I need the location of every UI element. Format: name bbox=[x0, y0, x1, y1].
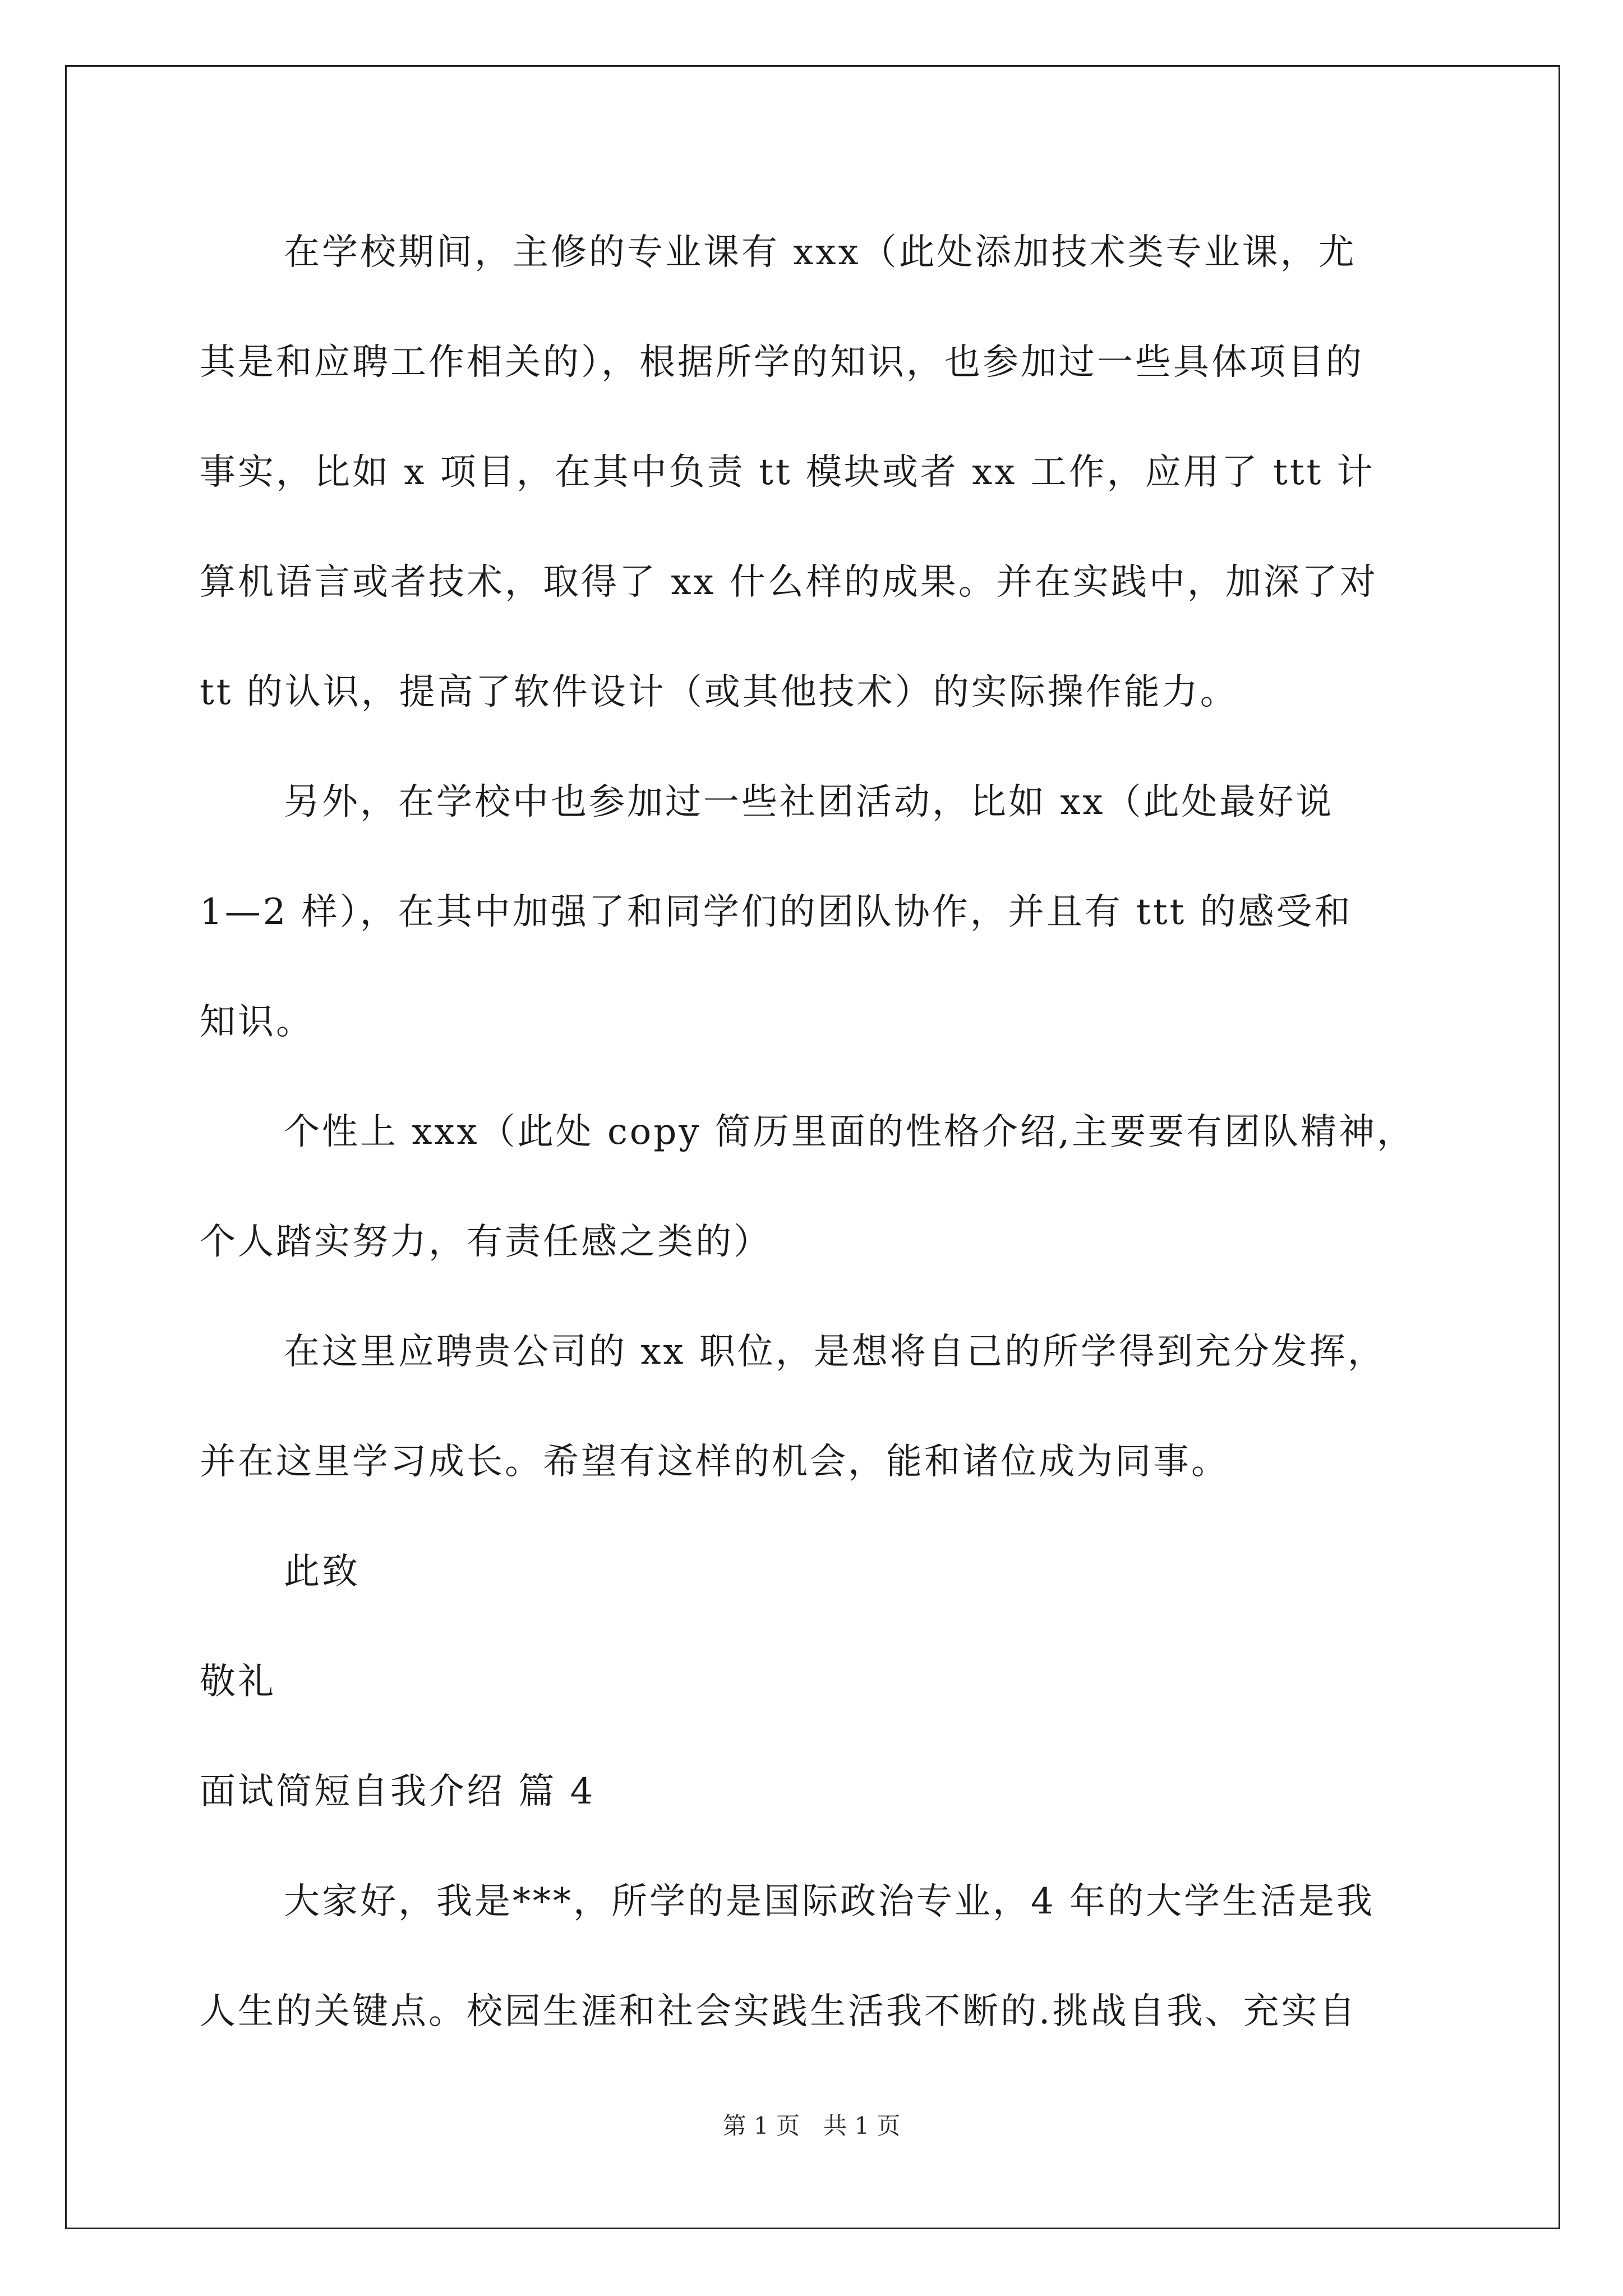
paragraph-line: 知识。 bbox=[200, 1001, 314, 1043]
paragraph-line: 个人踏实努力，有责任感之类的） bbox=[200, 1221, 772, 1263]
section-heading: 面试简短自我介绍 篇 4 bbox=[200, 1771, 596, 1812]
paragraph-line: 并在这里学习成长。希望有这样的机会，能和诸位成为同事。 bbox=[200, 1441, 1229, 1483]
page-number: 第 1 页 共 1 页 bbox=[722, 2112, 901, 2139]
paragraph-line: 大家好，我是***，所学的是国际政治专业，4 年的大学生活是我 bbox=[284, 1881, 1375, 1922]
paragraph-line: 其是和应聘工作相关的），根据所学的知识，也参加过一些具体项目的 bbox=[200, 342, 1364, 383]
closing-salutation: 此致 bbox=[284, 1551, 360, 1593]
paragraph-line: 在学校期间，主修的专业课有 xxx（此处添加技术类专业课，尤 bbox=[284, 232, 1357, 273]
closing-regards: 敬礼 bbox=[200, 1661, 276, 1703]
paragraph-line: 另外，在学校中也参加过一些社团活动，比如 xx（此处最好说 bbox=[284, 781, 1334, 823]
document-body bbox=[200, 213, 1439, 2082]
paragraph-line: 算机语言或者技术，取得了 xx 什么样的成果。并在实践中，加深了对 bbox=[200, 562, 1378, 603]
paragraph-line: tt 的认识，提高了软件设计（或其他技术）的实际操作能力。 bbox=[200, 671, 1238, 713]
paragraph-line: 事实，比如 x 项目，在其中负责 tt 模块或者 xx 工作，应用了 ttt 计 bbox=[200, 452, 1375, 493]
paragraph-line: 个性上 xxx（此处 copy 简历里面的性格介绍,主要要有团队精神， bbox=[284, 1111, 1415, 1153]
paragraph-line: 1—2 样），在其中加强了和同学们的团队协作，并且有 ttt 的感受和 bbox=[200, 891, 1353, 933]
paragraph-line: 在这里应聘贵公司的 xx 职位，是想将自己的所学得到充分发挥， bbox=[284, 1331, 1386, 1373]
paragraph-line: 人生的关键点。校园生涯和社会实践生活我不断的.挑战自我、充实自 bbox=[200, 1991, 1358, 2032]
